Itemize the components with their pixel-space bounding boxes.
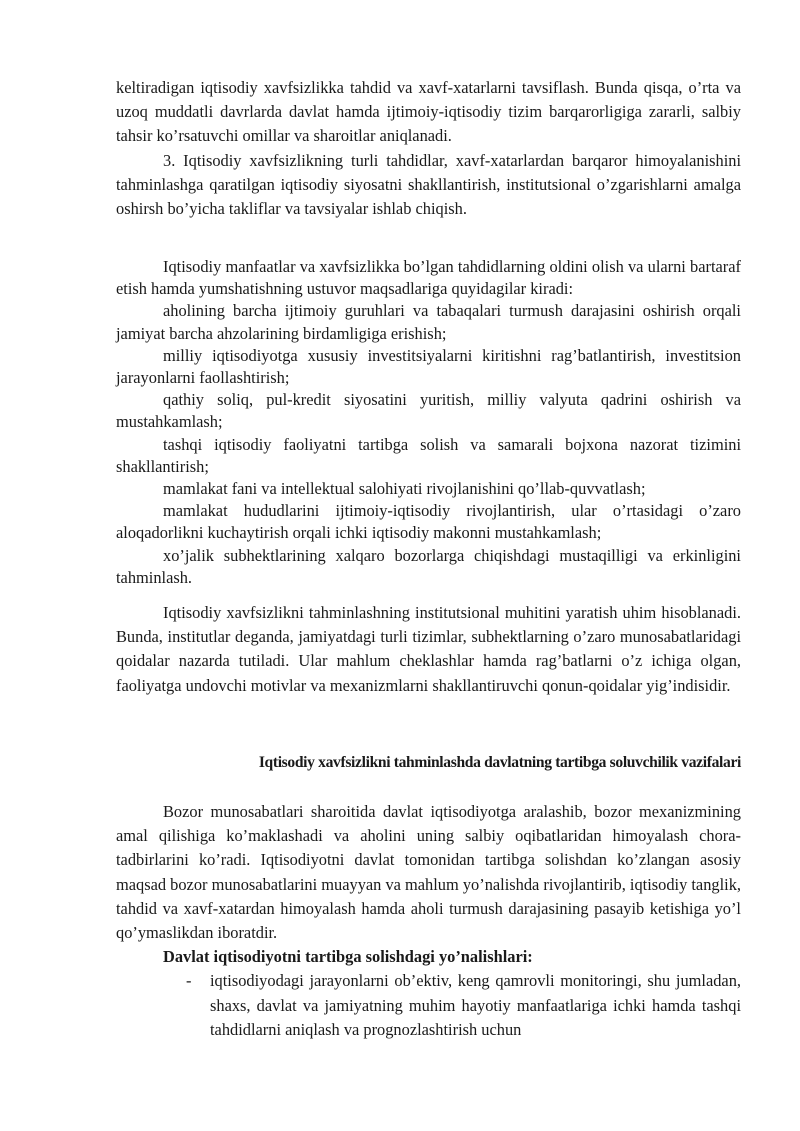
paragraph-threat-description: keltiradigan iqtisodiy xavfsizlikka tahdid va xavf-xatarlarni tavsiflash. Bunda qisqa, o’rta va uzoq muddatli davrlarda davlat hamda ijtimoiy-iqtisodiy tizim barqarorligiga zararli, salbiy tahsir ko’rsatuvchi omillar va sharoitlar aniqlanadi. [116, 78, 741, 146]
subheading: Davlat iqtisodiyotni tartibga solishdagi yo’nalishlari: [163, 947, 533, 967]
paragraph-point-3: 3. Iqtisodiy xavfsizlikning turli tahdidlar, xavf-xatarlardan barqaror himoyalanishini tahminlashga qaratilgan iqtisodiy siyosatni shakllantirish, institutsional o’zgarishlarni amalga oshirsh bo’yicha takliflar va tavsiyalar ishlab chiqish. [116, 150, 741, 219]
list-item-text: iqtisodiyodagi jarayonlarni ob’ektiv, keng qamrovli monitoringi, shu jumladan, shaxs, davlat va jamiyatning muhim hayotiy manfaatlariga ichki hamda tashqi tahdidlarni aniqlash va prognozlashtirish uchun [210, 971, 741, 1039]
goal-item: aholining barcha ijtimoiy guruhlari va tabaqalari turmush darajasini oshirish orqali jamiyat barcha ahzolarining birdamligiga erishish; [116, 301, 741, 343]
paragraph-market: Bozor munosabatlari sharoitida davlat iqtisodiyotga aralashib, bozor mexanizmining amal qilishiga ko’maklashadi va aholini uning salbiy oqibatlaridan himoyalash chora-tadbirlarini ko’radi. Iqtisodiyotni davlat tomonidan tartibga solishdan ko’zlangan asosiy maqsad bozor munosabatlarini muayyan va mahlum yo’nalishda rivojlantirib, iqtisodiy tanglik, tahdid va xavf-xatardan himoyalash hamda aholi turmush darajasining pasayib ketishiga yo’l qo’ymaslikdan iboratdir. [116, 802, 741, 943]
goal-item: mamlakat fani va intellektual salohiyati rivojlanishini qo’llab-quvvatlash; [163, 479, 646, 499]
goal-item: milliy iqtisodiyotga xususiy investitsiyalarni kiritishni rag’batlantirish, investitsion jarayonlarni faollashtirish; [116, 345, 741, 388]
goal-item: qathiy soliq, pul-kredit siyosatini yuritish, milliy valyuta qadrini oshirish va mustahkamlash; [116, 390, 741, 432]
market-section [116, 800, 741, 1042]
goal-item: xo’jalik subhektlarining xalqaro bozorlarga chiqishdagi mustaqilligi va erkinligini tahminlash. [116, 545, 741, 587]
goal-item: tashqi iqtisodiy faoliyatni tartibga solish va samarali bojxona nazorat tizimini shakllantirish; [116, 434, 741, 476]
section-heading: Iqtisodiy xavfsizlikni tahminlashda davlatning tartibga soluvchilik vazifalari [258, 754, 741, 771]
list-item [116, 969, 741, 1042]
priority-goals-section [116, 256, 741, 589]
top-section [116, 76, 741, 221]
goal-item: mamlakat hududlarini ijtimoiy-iqtisodiy rivojlantirish, ular o’rtasidagi o’zaro aloqadorlikni kuchaytirish orqali ichki iqtisodiy makonni mustahkamlash; [116, 501, 741, 543]
list-dash: - [186, 971, 192, 991]
institutional-section [116, 601, 741, 698]
paragraph-institutional: Iqtisodiy xavfsizlikni tahminlashning institutsional muhitini yaratish uhim hisoblanadi. Bunda, institutlar deganda, jamiyatdagi turli tizimlar, subhektlarning o’zaro munosabatlaridagi qoidalar nazarda tutiladi. Ular mahlum cheklashlar hamda rag’batlarni o’z ichiga olgan, faoliyatga undovchi motivlar va mexanizmlarni shakllantiruvchi qonun-qoidalar yig’indisidir. [116, 603, 741, 695]
paragraph-priority-goals: Iqtisodiy manfaatlar va xavfsizlikka bo’lgan tahdidlarning oldini olish va ularni bartaraf etish hamda yumshatishning ustuvor maqsadlariga quyidagilar kiradi: [116, 257, 741, 299]
